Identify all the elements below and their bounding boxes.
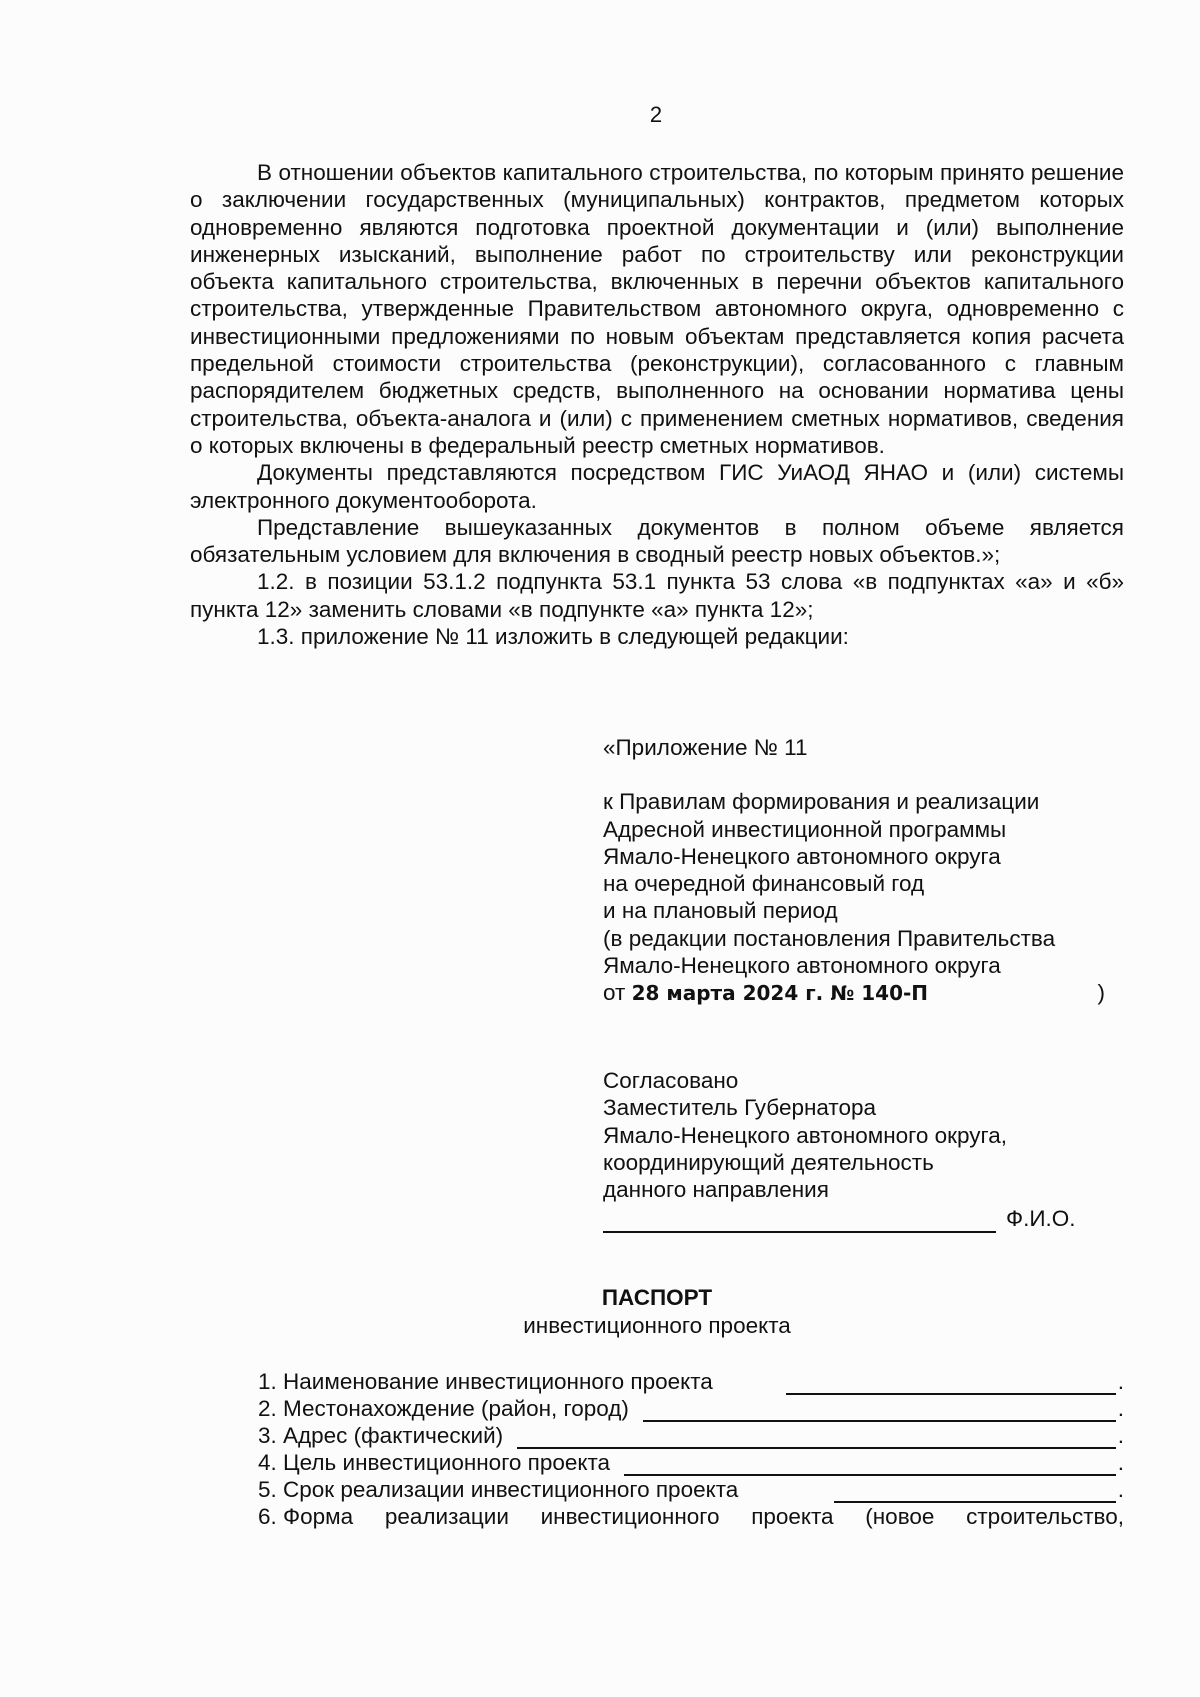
passport-item [258, 1395, 1124, 1422]
passport-item-word: реализации [384, 1504, 509, 1529]
appendix-line: Ямало-Ненецкого автономного округа [603, 843, 1001, 869]
passport-item-label: 5. Срок реализации инвестиционного проекта [258, 1477, 739, 1502]
appendix-line: (в редакции постановления Правительства [603, 925, 1056, 951]
paragraph: Представление вышеуказанных документов в полном объеме является обязательным условием для включения в сводный реестр новых объектов.»; [190, 514, 1124, 568]
appendix-line: к Правилам формирования и реализации [603, 789, 1040, 815]
signature-row [603, 1205, 1123, 1232]
passport-item [258, 1368, 1124, 1395]
body-text [190, 159, 1124, 650]
paragraph: 1.3. приложение № 11 изложить в следующей редакции: [257, 624, 849, 650]
approval-line: координирующий деятельность [603, 1149, 934, 1175]
passport-item-word: (новое [865, 1504, 935, 1529]
passport-item [258, 1422, 1124, 1449]
passport-item-label: 1. Наименование инвестиционного проекта [258, 1369, 713, 1394]
appendix-line: Адресной инвестиционной программы [603, 816, 1007, 842]
passport-subtitle: инвестиционного проекта [523, 1313, 791, 1338]
fill-line [624, 1453, 1116, 1476]
passport-item-label: 2. Местонахождение (район, город) [258, 1396, 629, 1421]
passport-title: ПАСПОРТ [601, 1285, 713, 1310]
approval-block [603, 1067, 1123, 1233]
passport-item [258, 1476, 1124, 1503]
date-value: 28 марта 2024 г. № 140-П [631, 981, 929, 1006]
close-paren: ) [1097, 980, 1105, 1006]
approval-line: Согласовано [603, 1068, 739, 1093]
approval-line: Заместитель Губернатора [603, 1095, 877, 1121]
appendix-date [603, 979, 928, 1007]
passport-item [258, 1503, 1124, 1530]
approval-line: Ямало-Ненецкого автономного округа, [603, 1122, 1008, 1148]
fill-dot: . [1117, 1396, 1124, 1421]
appendix-line: на очередной финансовый год [603, 871, 925, 897]
passport-item-word: проекта [751, 1504, 834, 1529]
passport-item-word: инвестиционного [540, 1504, 720, 1529]
signature-line [603, 1209, 996, 1233]
page-number: 2 [649, 102, 663, 127]
passport-item-label: 4. Цель инвестиционного проекта [258, 1450, 611, 1475]
appendix-line: и на плановый период [603, 898, 838, 924]
paragraph: Документы представляются посредством ГИС УиАОД ЯНАО и (или) системы электронного документооборота. [190, 460, 1124, 513]
fill-line [643, 1399, 1116, 1422]
fill-dot: . [1117, 1477, 1124, 1502]
appendix-title: «Приложение № 11 [603, 735, 808, 760]
fill-dot: . [1117, 1450, 1124, 1475]
passport-list [258, 1368, 1124, 1530]
fill-line [834, 1480, 1116, 1503]
paragraph: 1.2. в позиции 53.1.2 подпункта 53.1 пункта 53 слова «в подпунктах «а» и «б» пункта 12» заменить словами «в подпункте «а» пункта 12»; [190, 569, 1124, 622]
appendix-header [603, 734, 1123, 1008]
fill-dot: . [1117, 1369, 1124, 1394]
passport-item-word: 6. Форма [258, 1504, 354, 1529]
signature-label: Ф.И.О. [1006, 1206, 1076, 1232]
fill-dot: . [1117, 1423, 1124, 1448]
passport-item-word: строительство, [966, 1504, 1124, 1529]
passport-item [258, 1449, 1124, 1476]
fill-line [517, 1426, 1116, 1449]
appendix-line: Ямало-Ненецкого автономного округа [603, 953, 1001, 979]
appendix-date-line [603, 979, 1105, 1007]
date-prefix: от [603, 980, 626, 1006]
paragraph: В отношении объектов капитального строительства, по которым принято решение о заключении государственных (муниципальных) контрактов, предметом которых одновременно являются подготовка проектной документации и (или) выполнение инженерных изысканий, выполнение работ по строительству или реконструкции объекта капитального строительства, включенных в перечни объектов капитального строительства, утвержденные Правительством автономного округа, одновременно с инвестиционными предложениями по новым объектам представляется копия расчета предельной стоимости строительства (реконструкции), согласованного с главным распорядителем бюджетных средств, выполненного на основании норматива цены строительства, объекта-аналога и (или) с применением сметных нормативов, сведения о которых включены в федеральный реестр сметных нормативов. [190, 160, 1124, 458]
approval-line: данного направления [603, 1177, 829, 1203]
fill-line [786, 1372, 1116, 1395]
passport-item-label: 3. Адрес (фактический) [258, 1423, 504, 1448]
